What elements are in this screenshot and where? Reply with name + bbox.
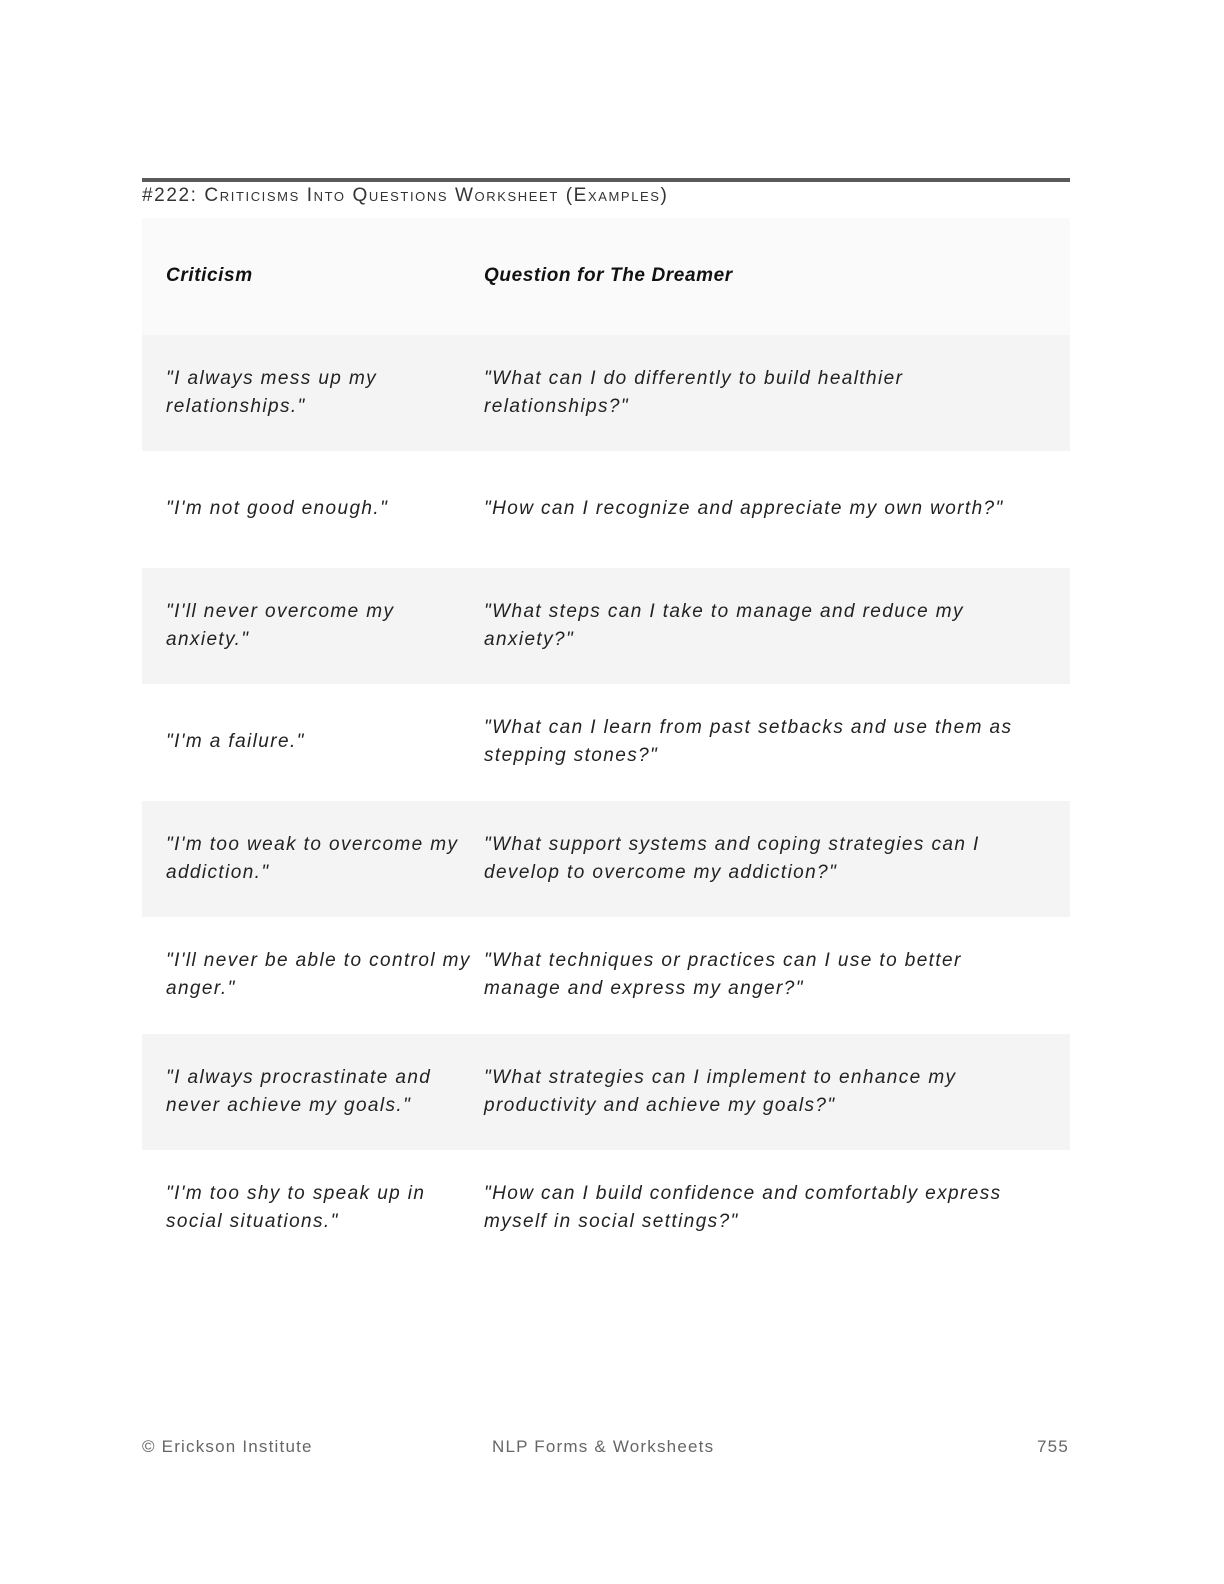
question-cell: "What strategies can I implement to enhance my productivity and achieve my goals?" — [484, 1066, 957, 1116]
table-row — [142, 451, 1070, 568]
worksheet-table — [142, 218, 1070, 1267]
question-cell: "What can I learn from past setbacks and use them as stepping stones?" — [484, 717, 1013, 767]
criticism-cell: "I always mess up my relationships." — [166, 367, 378, 417]
header-criticism: Criticism — [166, 265, 253, 287]
table-row — [142, 1034, 1070, 1151]
criticism-cell: "I'm too weak to overcome my addiction." — [166, 833, 459, 883]
criticism-cell: "I'll never overcome my anxiety." — [166, 600, 395, 650]
question-cell: "What can I do differently to build healthier relationships?" — [484, 367, 904, 417]
table-row — [142, 335, 1070, 452]
question-cell: "What techniques or practices can I use to better manage and express my anger?" — [484, 950, 962, 1000]
criticism-cell: "I'm not good enough." — [166, 498, 389, 520]
table-header-row — [142, 218, 1070, 335]
criticism-cell: "I'll never be able to control my anger." — [166, 950, 471, 1000]
table-row — [142, 684, 1070, 801]
header-question: Question for The Dreamer — [484, 265, 733, 287]
criticism-cell: "I'm a failure." — [166, 731, 305, 753]
table-row — [142, 1150, 1070, 1267]
footer-book-title: NLP Forms & Worksheets — [492, 1437, 715, 1456]
footer-copyright: © Erickson Institute — [142, 1437, 313, 1456]
table-row — [142, 568, 1070, 685]
question-cell: "What steps can I take to manage and reduce my anxiety?" — [484, 600, 964, 650]
table-row — [142, 801, 1070, 918]
criticism-cell: "I always procrastinate and never achieve my goals." — [166, 1066, 432, 1116]
question-cell: "How can I build confidence and comfortably express myself in social settings?" — [484, 1183, 1002, 1233]
table-row — [142, 917, 1070, 1034]
title-rule — [142, 178, 1070, 182]
question-cell: "What support systems and coping strategies can I develop to overcome my addiction?" — [484, 833, 980, 883]
page-number: 755 — [1037, 1437, 1069, 1456]
page-title: #222: Criticisms Into Questions Worksheet (Examples) — [142, 185, 669, 206]
question-cell: "How can I recognize and appreciate my own worth?" — [484, 498, 1004, 520]
criticism-cell: "I'm too shy to speak up in social situations." — [166, 1183, 426, 1233]
